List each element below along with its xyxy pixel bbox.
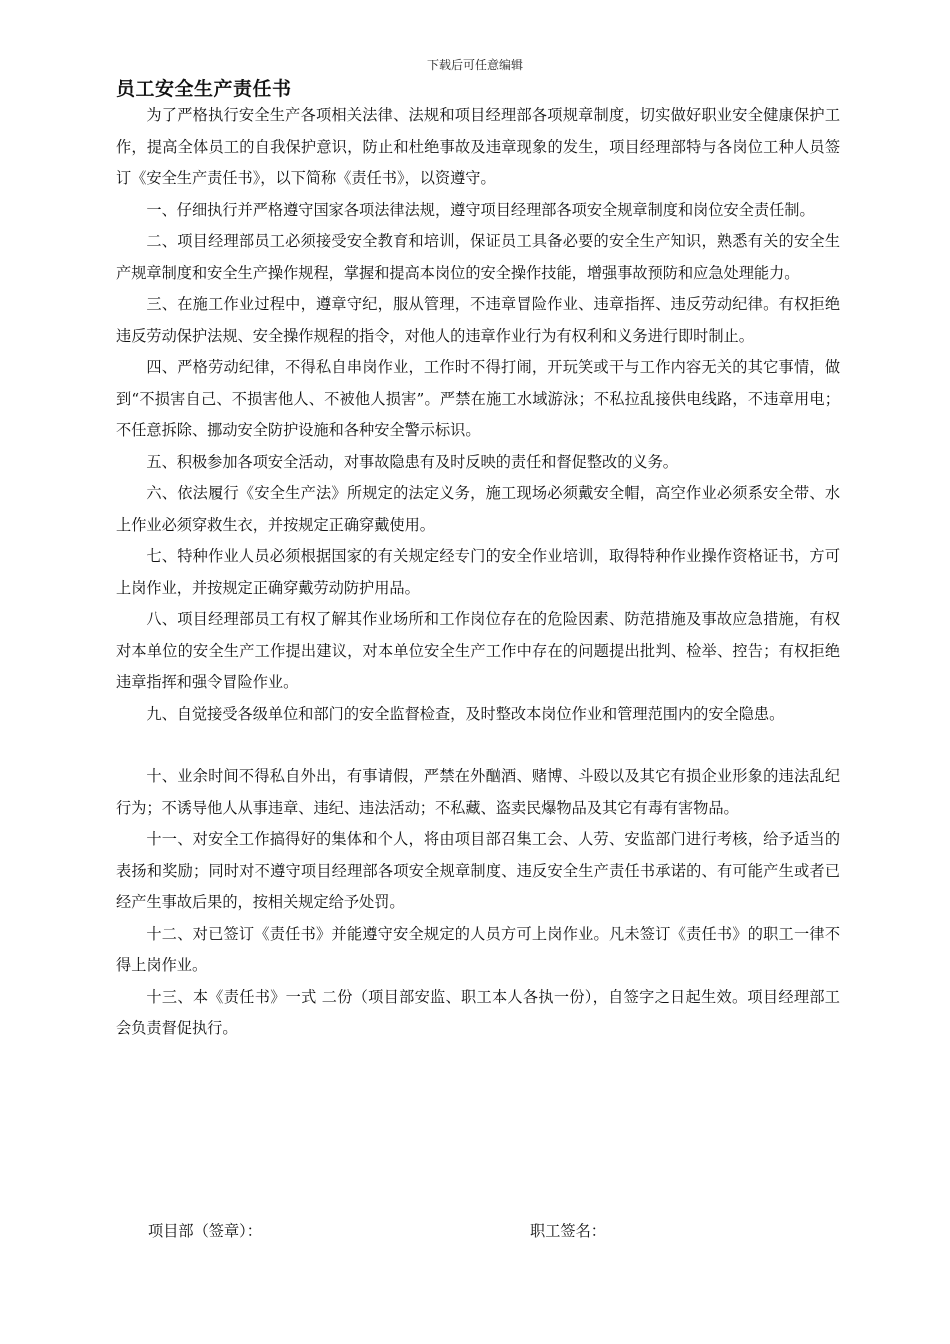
paragraph-clause-8: 八、项目经理部员工有权了解其作业场所和工作岗位存在的危险因素、防范措施及事故应急措施，有权对本单位的安全生产工作提出建议，对本单位安全生产工作中存在的问题提出批判、检举、控告；有权拒绝违章指挥和强令冒险作业。 — [116, 610, 840, 691]
employee-signature-label: 职工签名： — [530, 1222, 606, 1240]
paragraph-clause-6: 六、依法履行《安全生产法》所规定的法定义务，施工现场必须戴安全帽，高空作业必须系安全带、水上作业必须穿救生衣，并按规定正确穿戴使用。 — [116, 484, 840, 534]
document-body — [116, 100, 840, 1045]
blank-line — [116, 730, 840, 761]
paragraph-clause-10: 十、业余时间不得私自外出，有事请假，严禁在外酗酒、赌博、斗殴以及其它有损企业形象的违法乱纪行为；不诱导他人从事违章、违纪、违法活动；不私藏、盗卖民爆物品及其它有毒有害物品。 — [116, 767, 840, 817]
header-note: 下载后可任意编辑 — [426, 58, 523, 72]
paragraph-clause-1: 一、仔细执行并严格遵守国家各项法律法规，遵守项目经理部各项安全规章制度和岗位安全责任制。 — [146, 200, 815, 219]
paragraph-clause-9: 九、自觉接受各级单位和部门的安全监督检查，及时整改本岗位作业和管理范围内的安全隐患。 — [146, 704, 785, 723]
paragraph-clause-5: 五、积极参加各项安全活动，对事故隐患有及时反映的责任和督促整改的义务。 — [146, 452, 678, 471]
paragraph-clause-3: 三、在施工作业过程中，遵章守纪，服从管理，不违章冒险作业、违章指挥、违反劳动纪律。有权拒绝违反劳动保护法规、安全操作规程的指令，对他人的违章作业行为有权利和义务进行即时制止。 — [116, 295, 840, 345]
signature-row — [148, 1220, 848, 1250]
paragraph-clause-11: 十一、对安全工作搞得好的集体和个人，将由项目部召集工会、人劳、安监部门进行考核，给予适当的表扬和奖励；同时对不遵守项目经理部各项安全规章制度、违反安全生产责任书承诺的、有可能产生或者已经产生事故后果的，按相关规定给予处罚。 — [116, 830, 840, 911]
paragraph-clause-2: 二、项目经理部员工必须接受安全教育和培训，保证员工具备必要的安全生产知识，熟悉有关的安全生产规章制度和安全生产操作规程，掌握和提高本岗位的安全操作技能，增强事故预防和应急处理能力。 — [116, 232, 840, 282]
project-dept-seal-label: 项目部（签章）： — [148, 1222, 262, 1240]
document-title: 员工安全生产责任书 — [116, 78, 292, 100]
paragraph-clause-13: 十三、本《责任书》一式 二份（项目部安监、职工本人各执一份），自签字之日起生效。项目经理部工会负责督促执行。 — [116, 987, 840, 1037]
paragraph-clause-7: 七、特种作业人员必须根据国家的有关规定经专门的安全作业培训，取得特种作业操作资格证书，方可上岗作业，并按规定正确穿戴劳动防护用品。 — [116, 547, 840, 597]
paragraph-clause-12: 十二、对已签订《责任书》并能遵守安全规定的人员方可上岗作业。凡未签订《责任书》的职工一律不得上岗作业。 — [116, 924, 840, 974]
paragraph-intro: 为了严格执行安全生产各项相关法律、法规和项目经理部各项规章制度，切实做好职业安全健康保护工作，提高全体员工的自我保护意识，防止和杜绝事故及违章现象的发生，项目经理部特与各岗位工种人员签订《安全生产责任书》，以下简称《责任书》，以资遵守。 — [116, 106, 840, 187]
paragraph-clause-4: 四、严格劳动纪律，不得私自串岗作业，工作时不得打闹，开玩笑或干与工作内容无关的其它事情，做到“不损害自己、不损害他人、不被他人损害”。严禁在施工水域游泳；不私拉乱接供电线路，不违章用电；不任意拆除、挪动安全防护设施和各种安全警示标识。 — [116, 358, 840, 439]
